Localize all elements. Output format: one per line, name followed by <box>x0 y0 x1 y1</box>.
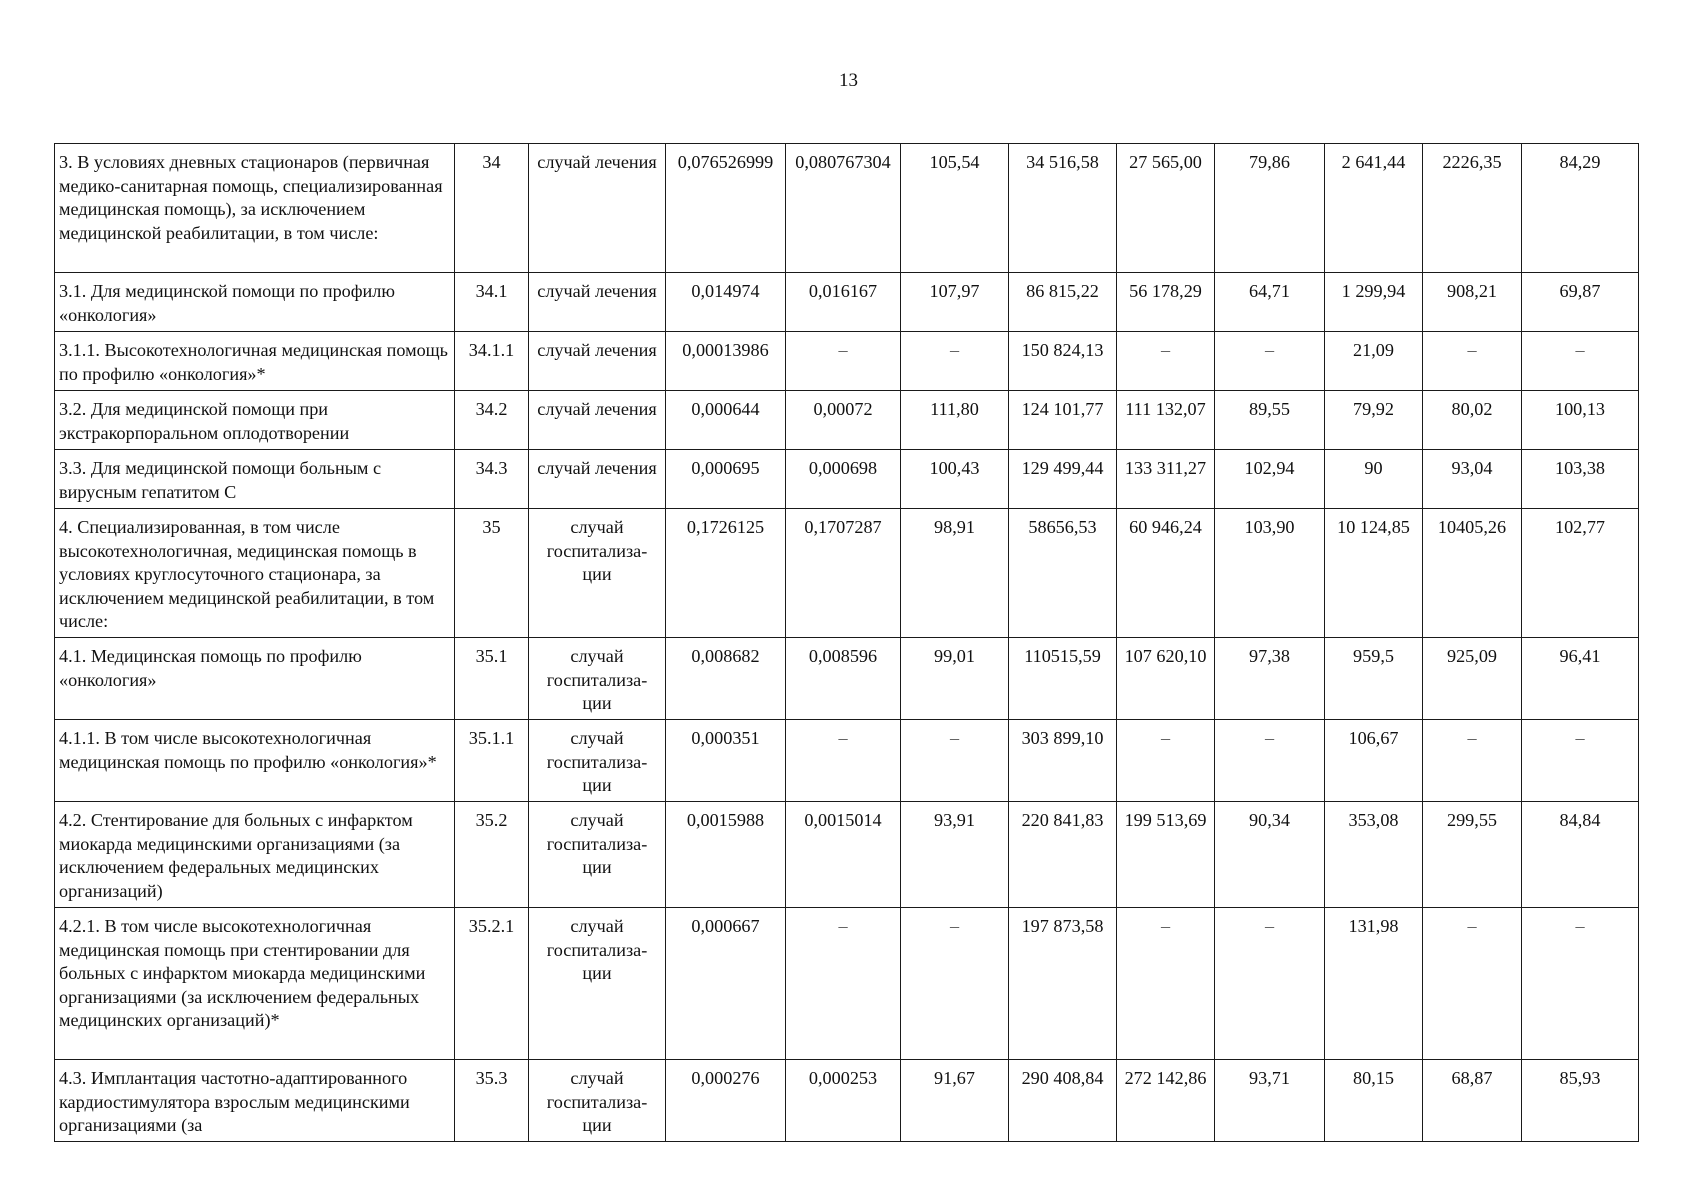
value-cell: – <box>786 332 901 391</box>
value-cell: 96,41 <box>1522 638 1639 720</box>
value-cell: – <box>1215 332 1325 391</box>
value-cell: 0,000695 <box>666 450 786 509</box>
value-cell: 102,77 <box>1522 509 1639 638</box>
value-cell: 80,15 <box>1325 1060 1423 1142</box>
row-code-cell: 35.1.1 <box>455 720 529 802</box>
row-name-cell: 4.3. Имплантация частотно-адаптированного кардиостимулятора взрослым медицинскими организациями (за <box>55 1060 455 1142</box>
value-cell: 90,34 <box>1215 802 1325 908</box>
value-cell: 197 873,58 <box>1009 908 1117 1060</box>
row-name-cell: 4.2.1. В том числе высокотехнологичная медицинская помощь при стентировании для больных с инфарктом миокарда медицинскими организациями (за исключением федеральных медицинских организаций)* <box>55 908 455 1060</box>
table-row <box>55 509 1639 638</box>
value-cell: 58656,53 <box>1009 509 1117 638</box>
value-cell: – <box>1423 332 1522 391</box>
value-cell: 124 101,77 <box>1009 391 1117 450</box>
value-cell: – <box>786 908 901 1060</box>
row-unit-cell: случай лечения <box>529 144 666 273</box>
row-code-cell: 35.2.1 <box>455 908 529 1060</box>
value-cell: 34 516,58 <box>1009 144 1117 273</box>
value-cell: – <box>1423 720 1522 802</box>
value-cell: 102,94 <box>1215 450 1325 509</box>
row-unit-cell: случай лечения <box>529 332 666 391</box>
value-cell: 103,90 <box>1215 509 1325 638</box>
value-cell: 105,54 <box>901 144 1009 273</box>
value-cell: – <box>1117 720 1215 802</box>
value-cell: 925,09 <box>1423 638 1522 720</box>
row-unit-cell: случай госпитализа-ции <box>529 509 666 638</box>
table-row <box>55 273 1639 332</box>
value-cell: 10 124,85 <box>1325 509 1423 638</box>
value-cell: – <box>1117 332 1215 391</box>
row-unit-cell: случай лечения <box>529 391 666 450</box>
row-code-cell: 35.2 <box>455 802 529 908</box>
table-row <box>55 450 1639 509</box>
value-cell: 150 824,13 <box>1009 332 1117 391</box>
row-unit-cell: случай госпитализа-ции <box>529 720 666 802</box>
value-cell: 290 408,84 <box>1009 1060 1117 1142</box>
value-cell: 106,67 <box>1325 720 1423 802</box>
value-cell: 0,014974 <box>666 273 786 332</box>
value-cell: 80,02 <box>1423 391 1522 450</box>
value-cell: – <box>901 908 1009 1060</box>
row-code-cell: 35.3 <box>455 1060 529 1142</box>
row-unit-cell: случай госпитализа-ции <box>529 1060 666 1142</box>
value-cell: 0,008596 <box>786 638 901 720</box>
value-cell: 0,008682 <box>666 638 786 720</box>
value-cell: 27 565,00 <box>1117 144 1215 273</box>
row-name-cell: 3.1.1. Высокотехнологичная медицинская помощь по профилю «онкология»* <box>55 332 455 391</box>
row-unit-cell: случай лечения <box>529 273 666 332</box>
row-code-cell: 34 <box>455 144 529 273</box>
value-cell: 1 299,94 <box>1325 273 1423 332</box>
row-name-cell: 3.2. Для медицинской помощи при экстракорпоральном оплодотворении <box>55 391 455 450</box>
value-cell: 90 <box>1325 450 1423 509</box>
row-code-cell: 34.1.1 <box>455 332 529 391</box>
value-cell: 353,08 <box>1325 802 1423 908</box>
row-unit-cell: случай госпитализа-ции <box>529 908 666 1060</box>
value-cell: 21,09 <box>1325 332 1423 391</box>
row-name-cell: 3.1. Для медицинской помощи по профилю «онкология» <box>55 273 455 332</box>
value-cell: 0,1707287 <box>786 509 901 638</box>
value-cell: 0,000351 <box>666 720 786 802</box>
value-cell: 84,29 <box>1522 144 1639 273</box>
table-row <box>55 391 1639 450</box>
value-cell: 2226,35 <box>1423 144 1522 273</box>
value-cell: 97,38 <box>1215 638 1325 720</box>
row-name-cell: 3. В условиях дневных стационаров (первичная медико-санитарная помощь, специализированная медицинская помощь), за исключением медицинской реабилитации, в том числе: <box>55 144 455 273</box>
row-name-cell: 4.1. Медицинская помощь по профилю «онкология» <box>55 638 455 720</box>
value-cell: 0,000276 <box>666 1060 786 1142</box>
value-cell: 0,000644 <box>666 391 786 450</box>
value-cell: 93,91 <box>901 802 1009 908</box>
table-row <box>55 908 1639 1060</box>
value-cell: 0,080767304 <box>786 144 901 273</box>
value-cell: 2 641,44 <box>1325 144 1423 273</box>
value-cell: 129 499,44 <box>1009 450 1117 509</box>
value-cell: – <box>1522 908 1639 1060</box>
row-name-cell: 3.3. Для медицинской помощи больным с вирусным гепатитом С <box>55 450 455 509</box>
indicators-table <box>54 143 1639 1142</box>
table-row <box>55 1060 1639 1142</box>
value-cell: 99,01 <box>901 638 1009 720</box>
row-unit-cell: случай госпитализа-ции <box>529 638 666 720</box>
page-number: 13 <box>839 70 858 91</box>
value-cell: – <box>1215 720 1325 802</box>
value-cell: 85,93 <box>1522 1060 1639 1142</box>
value-cell: – <box>901 332 1009 391</box>
row-code-cell: 34.1 <box>455 273 529 332</box>
value-cell: 100,13 <box>1522 391 1639 450</box>
value-cell: 0,00072 <box>786 391 901 450</box>
value-cell: 131,98 <box>1325 908 1423 1060</box>
value-cell: 60 946,24 <box>1117 509 1215 638</box>
value-cell: 0,00013986 <box>666 332 786 391</box>
value-cell: 64,71 <box>1215 273 1325 332</box>
value-cell: 100,43 <box>901 450 1009 509</box>
value-cell: 68,87 <box>1423 1060 1522 1142</box>
value-cell: – <box>1117 908 1215 1060</box>
value-cell: 111,80 <box>901 391 1009 450</box>
table-row <box>55 802 1639 908</box>
value-cell: 69,87 <box>1522 273 1639 332</box>
value-cell: 199 513,69 <box>1117 802 1215 908</box>
table-row <box>55 332 1639 391</box>
value-cell: 107 620,10 <box>1117 638 1215 720</box>
value-cell: 91,67 <box>901 1060 1009 1142</box>
value-cell: – <box>1522 720 1639 802</box>
value-cell: – <box>1522 332 1639 391</box>
value-cell: 0,000698 <box>786 450 901 509</box>
value-cell: 79,92 <box>1325 391 1423 450</box>
value-cell: 0,0015014 <box>786 802 901 908</box>
value-cell: 272 142,86 <box>1117 1060 1215 1142</box>
value-cell: – <box>901 720 1009 802</box>
value-cell: 56 178,29 <box>1117 273 1215 332</box>
value-cell: 133 311,27 <box>1117 450 1215 509</box>
value-cell: 0,016167 <box>786 273 901 332</box>
value-cell: 98,91 <box>901 509 1009 638</box>
value-cell: 0,000253 <box>786 1060 901 1142</box>
value-cell: – <box>1215 908 1325 1060</box>
table-row <box>55 720 1639 802</box>
value-cell: 10405,26 <box>1423 509 1522 638</box>
value-cell: 93,71 <box>1215 1060 1325 1142</box>
value-cell: 299,55 <box>1423 802 1522 908</box>
value-cell: 84,84 <box>1522 802 1639 908</box>
value-cell: 93,04 <box>1423 450 1522 509</box>
row-code-cell: 35.1 <box>455 638 529 720</box>
value-cell: 220 841,83 <box>1009 802 1117 908</box>
value-cell: 959,5 <box>1325 638 1423 720</box>
row-name-cell: 4.1.1. В том числе высокотехнологичная медицинская помощь по профилю «онкология»* <box>55 720 455 802</box>
value-cell: 0,076526999 <box>666 144 786 273</box>
row-name-cell: 4.2. Стентирование для больных с инфарктом миокарда медицинскими организациями (за исключением федеральных медицинских организаций) <box>55 802 455 908</box>
value-cell: 89,55 <box>1215 391 1325 450</box>
value-cell: 0,1726125 <box>666 509 786 638</box>
table-row <box>55 144 1639 273</box>
value-cell: 0,0015988 <box>666 802 786 908</box>
value-cell: 908,21 <box>1423 273 1522 332</box>
row-code-cell: 35 <box>455 509 529 638</box>
row-code-cell: 34.3 <box>455 450 529 509</box>
value-cell: 79,86 <box>1215 144 1325 273</box>
value-cell: 103,38 <box>1522 450 1639 509</box>
table-row <box>55 638 1639 720</box>
value-cell: 0,000667 <box>666 908 786 1060</box>
value-cell: – <box>786 720 901 802</box>
value-cell: 107,97 <box>901 273 1009 332</box>
value-cell: – <box>1423 908 1522 1060</box>
value-cell: 110515,59 <box>1009 638 1117 720</box>
row-name-cell: 4. Специализированная, в том числе высокотехнологичная, медицинская помощь в условиях круглосуточного стационара, за исключением медицинской реабилитации, в том числе: <box>55 509 455 638</box>
row-unit-cell: случай лечения <box>529 450 666 509</box>
row-code-cell: 34.2 <box>455 391 529 450</box>
row-unit-cell: случай госпитализа-ции <box>529 802 666 908</box>
value-cell: 303 899,10 <box>1009 720 1117 802</box>
value-cell: 86 815,22 <box>1009 273 1117 332</box>
value-cell: 111 132,07 <box>1117 391 1215 450</box>
